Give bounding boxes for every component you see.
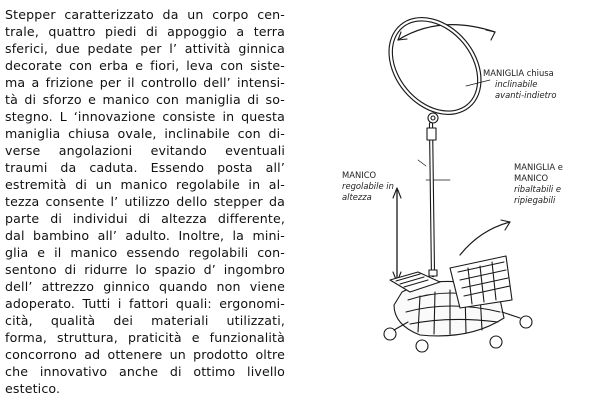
label-manico	[342, 170, 394, 203]
label-line: ripiegabili	[514, 195, 556, 205]
label-line: ribaltabili e	[514, 184, 562, 194]
text-line: forma, struttura, praticità e funzionalità	[5, 330, 285, 345]
text-line: verse angolazioni evitando eventuali	[5, 143, 285, 158]
text-line: traumi da caduta. Essendo posta all’	[5, 160, 285, 175]
text-line: Stepper caratterizzato da un corpo cen-	[5, 7, 285, 22]
label-maniglia-manico	[514, 162, 563, 206]
text-line: glia e il manico essendo regolabili con-	[5, 245, 285, 260]
pointer-line	[418, 160, 426, 166]
text-line: cità, qualità dei materiali utilizzati,	[5, 313, 285, 328]
height-arrow	[393, 188, 401, 282]
text-line: dell’ attrezzo ginnico quando non viene	[5, 279, 285, 294]
text-line: estetico.	[5, 381, 61, 396]
text-line: tà di sforzo e manico con maniglia di so-	[5, 92, 285, 107]
stepper-drawing	[290, 0, 600, 413]
label-line: MANICO	[514, 173, 549, 183]
text-line: ma a frizione per il controllo dell’ intensi-	[5, 75, 285, 90]
text-line: che innovativo anche di ottimo livello	[5, 364, 285, 379]
label-line: avanti-indietro	[495, 90, 557, 100]
fold-arrow	[460, 220, 510, 255]
text-line: parte di individui di altezza differente,	[5, 211, 285, 226]
text-line: stegno. L ‘innovazione consiste in questa	[5, 109, 285, 124]
label-line: regolabile in	[342, 181, 394, 191]
oval-handle	[372, 2, 497, 131]
text-line: concorrono ad ottenere un prodotto oltre	[5, 347, 285, 362]
text-line: decorate con erba e fiori, leva con siste-	[5, 58, 285, 73]
text-line: estremità di un manico regolabile in al-	[5, 177, 285, 192]
label-line: MANIGLIA chiusa	[483, 68, 554, 78]
text-line: tezza consente l’ utilizzo dello stepper da	[5, 194, 285, 209]
stepper-base	[384, 256, 532, 352]
label-line: inclinabile	[495, 79, 538, 89]
text-line: maniglia chiusa ovale, inclinabile con di-	[5, 126, 285, 141]
description-text	[5, 6, 285, 397]
text-line: sentono di ridurre lo spazio d’ ingombro	[5, 262, 285, 277]
adjustable-pole	[427, 124, 437, 276]
text-line: trale, quattro piedi di appoggio a terra	[5, 24, 285, 39]
stepper-illustration	[290, 0, 600, 413]
label-line: MANICO	[342, 170, 377, 180]
text-line: dal bambino all’ adulto. Inoltre, la mini-	[5, 228, 285, 243]
label-line: MANIGLIA e	[514, 162, 563, 172]
text-line: adoperato. Tutti i fattori quali: ergonomi-	[5, 296, 285, 311]
text-line: sferici, due pedate per l’ attività ginnica	[5, 41, 285, 56]
label-maniglia	[483, 68, 556, 101]
label-line: altezza	[342, 192, 372, 202]
